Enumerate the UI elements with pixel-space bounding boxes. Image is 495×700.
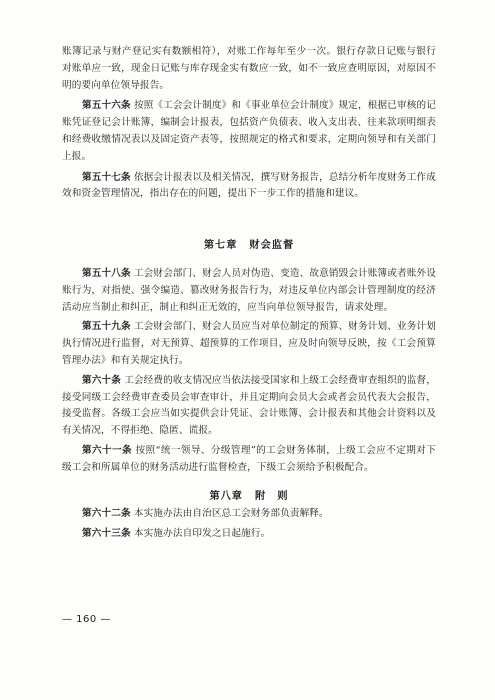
article-60-text: 工会经费的收支情况应当依法接受国家和上级工会经费审查组织的监督，接受同级工会经费审查委员会审查审计，并且定期向会员大会或者会员代表大会报告，接受监督。各级工会应当如实提供会计凭证、会计账簿、会计报表和其他会计资料以及有关情况，不得拒绝、隐匿、谎报。 [62, 374, 436, 437]
chapter-8-heading [62, 487, 436, 502]
chapter-7-heading [62, 236, 436, 251]
article-62-text: 本实施办法由自治区总工会财务部负责解释。 [133, 508, 329, 519]
article-59 [62, 319, 436, 369]
article-61-text: 按照“统一领导、分级管理”的工会财务体制，上级工会应不定期对下级工会和所属单位的财务活动进行监督检查，下级工会须给予积极配合。 [62, 444, 437, 473]
article-62 [62, 506, 436, 523]
article-62-label: 第六十二条 [82, 508, 131, 519]
article-59-label: 第五十九条 [82, 321, 131, 333]
article-63-label: 第六十三条 [82, 527, 131, 539]
article-61-label: 第六十一条 [82, 444, 133, 456]
article-57-text: 依据会计报表以及相关情况，撰写财务报告，总结分析年度财务工作成效和资金管理情况，指出存在的问题，提出下一步工作的措施和建议。 [62, 171, 437, 200]
article-56 [62, 98, 436, 165]
chapter-7-title: 财会监督 [249, 239, 295, 251]
article-57 [62, 170, 436, 204]
article-63-text: 本实施办法自印发之日起施行。 [133, 527, 271, 539]
chapter-8-title: 附 则 [255, 490, 289, 502]
chapter-8-number: 第八章 [209, 490, 243, 502]
article-58 [62, 266, 436, 316]
article-56-label: 第五十六条 [82, 100, 131, 112]
article-60 [62, 373, 436, 440]
article-61 [62, 443, 436, 477]
chapter-7-number: 第七章 [203, 239, 238, 251]
article-63 [62, 526, 436, 543]
article-56-text: 按照《工会会计制度》和《事业单位会计制度》规定，根据已审核的记账凭证登记会计账簿，编制会计报表，包括资产负债表、收入支出表、往来款项明细表和经费收缴情况表以及固定资产表等，按照规定的格式和要求，定期向领导和有关部门上报。 [62, 100, 437, 162]
article-block-middle [62, 266, 436, 477]
article-block-bottom [62, 506, 436, 543]
article-block-top [62, 44, 436, 203]
article-57-label: 第五十七条 [82, 171, 131, 183]
article-58-label: 第五十八条 [82, 268, 131, 279]
intro-text: 账簿记录与财产登记实有数额相符），对账工作每年至少一次。银行存款日记账与银行对账单应一致，现金日记账与库存现金实有数应一致，如不一致应查明原因，对原因不明的要向单位领导报告。 [62, 46, 436, 91]
article-58-text: 工会财会部门、财会人员对伪造、变造、故意销毁会计账簿或者账外设账行为，对指使、强令编造、篡改财务报告行为，对违反单位内部会计管理制度的经济活动应当制止和纠正，制止和纠正无效的，应当向单位领导报告，请求处理。 [62, 268, 437, 313]
intro-paragraph [62, 44, 436, 94]
page-number: — 160 — [62, 614, 111, 625]
article-59-text: 工会财会部门、财会人员应当对单位制定的预算、财务计划、业务计划执行情况进行监督，对无预算、超预算的工作项目，应及时向领导反映，按《工会预算管理办法》和有关规定执行。 [62, 321, 437, 366]
article-60-label: 第六十条 [82, 374, 121, 386]
